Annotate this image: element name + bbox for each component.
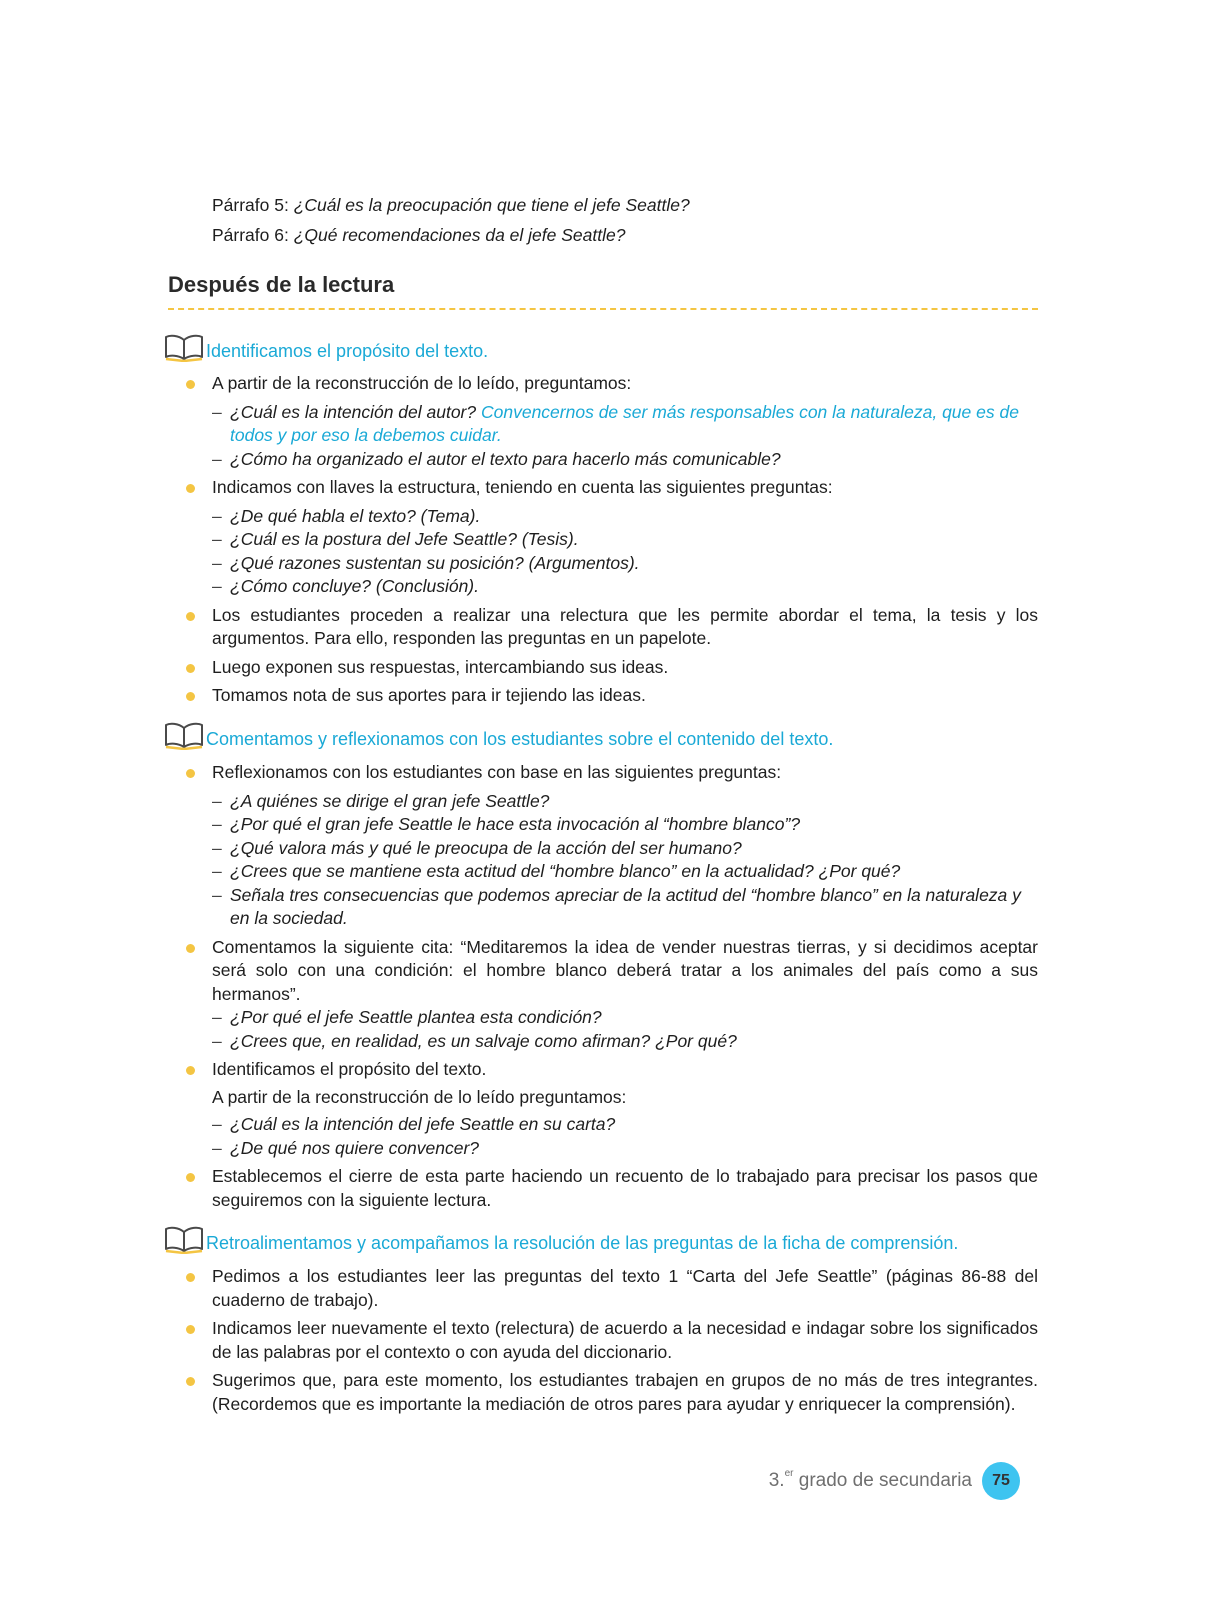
list-item: Sugerimos que, para este momento, los estudiantes trabajen en grupos de no más de tres integrantes. (Recordemos que es importante la mediación de otros pares para ayudar y enriquecer la comprensión). [186,1369,1038,1416]
sub-item: – ¿Qué razones sustentan su posición? (Argumentos). [212,552,640,573]
sub-item: – ¿Cómo concluye? (Conclusión). [212,576,479,596]
bullet-dot [186,1066,195,1075]
book-icon [164,334,204,362]
list-item: Indicamos leer nuevamente el texto (relectura) de acuerdo a la necesidad e indagar sobre los significados de las palabras por el contexto o con ayuda del diccionario. [186,1317,1038,1364]
paragraph-questions [212,190,690,250]
sub-item: – ¿A quiénes se dirige el gran jefe Seattle? [212,790,550,811]
block-feedback [186,1265,1038,1421]
bullet-dot [186,692,195,701]
block-purpose [186,372,1038,713]
bullet-dot [186,1273,195,1282]
sub-item: – ¿De qué nos quiere convencer? [212,1137,480,1158]
dashed-divider [168,308,1038,310]
bullet-dot [186,484,195,493]
sub-item: – ¿Cuál es la intención del autor? Convencernos de ser más responsables con la naturaleza, que es de todos y por eso la debemos cuidar. [212,401,1019,445]
block-reflection [186,761,1038,1217]
book-icon [164,722,204,750]
subhead-reflection: Comentamos y reflexionamos con los estudiantes sobre el contenido del texto. [164,718,833,750]
sub-item: – ¿Por qué el jefe Seattle plantea esta condición? [212,1007,602,1027]
list-item: Indicamos con llaves la estructura, teniendo en cuenta las siguientes preguntas: [186,476,1038,500]
sub-item: – ¿Cuál es la intención del jefe Seattle en su carta? [212,1114,616,1134]
book-icon [164,1226,204,1254]
bullet-dot [186,664,195,673]
list-item: Identificamos el propósito del texto. A partir de la reconstrucción de lo leído preguntamos: [186,1058,1038,1109]
bullet-dot [186,1325,195,1334]
page-footer [769,1462,1020,1500]
list-item: Los estudiantes proceden a realizar una relectura que les permite abordar el tema, la tesis y los argumentos. Para ello, responden las preguntas en un papelote. [186,604,1038,651]
bullet-dot [186,380,195,389]
sub-item: – ¿Cómo ha organizado el autor el texto para hacerlo más comunicable? [212,448,781,469]
sub-item: – ¿Cuál es la postura del Jefe Seattle? (Tesis). [212,529,579,549]
list-item: Comentamos la siguiente cita: “Meditaremos la idea de vender nuestras tierras, y si decidimos aceptar será solo con una condición: el hombre blanco deberá tratar a los animales del país como a sus hermanos”. [186,936,1038,1007]
bullet-dot [186,944,195,953]
sub-item: – ¿Crees que, en realidad, es un salvaje como afirman? ¿Por qué? [212,1030,737,1051]
list-item: Reflexionamos con los estudiantes con base en las siguientes preguntas: [186,761,1038,785]
subhead-feedback: Retroalimentamos y acompañamos la resolución de las preguntas de la ficha de comprensión. [164,1222,958,1254]
answer-text: Convencernos de ser más responsables con la naturaleza, que es de todos y por eso la debemos cuidar. [230,401,1019,445]
bullet-dot [186,612,195,621]
sub-item: – ¿De qué habla el texto? (Tema). [212,505,481,526]
list-item: Pedimos a los estudiantes leer las preguntas del texto 1 “Carta del Jefe Seattle” (páginas 86-88 del cuaderno de trabajo). [186,1265,1038,1312]
list-item: A partir de la reconstrucción de lo leído, preguntamos: [186,372,1038,396]
list-item: Luego exponen sus respuestas, intercambiando sus ideas. [186,656,1038,680]
list-item: Establecemos el cierre de esta parte haciendo un recuento de lo trabajado para precisar los pasos que seguiremos con la siguiente lectura. [186,1165,1038,1212]
bullet-dot [186,1377,195,1386]
grade-label: 3.$^{er}$ grado de secundaria [768,1467,972,1491]
subhead-purpose: Identificamos el propósito del texto. [164,330,488,362]
sub-item: – ¿Crees que se mantiene esta actitud del “hombre blanco” en la actualidad? ¿Por qué? [212,861,901,881]
bullet-dot [186,1173,195,1182]
list-item: Tomamos nota de sus aportes para ir tejiendo las ideas. [186,684,1038,708]
page-number-badge: 75 [982,1462,1020,1500]
sub-item: – ¿Qué valora más y qué le preocupa de la acción del ser humano? [212,837,742,858]
paragraph-line: Párrafo 5: ¿Cuál es la preocupación que tiene el jefe Seattle? [212,195,690,215]
sub-item: – ¿Por qué el gran jefe Seattle le hace esta invocación al “hombre blanco”? [212,814,801,834]
sub-item: – Señala tres consecuencias que podemos apreciar de la actitud del “hombre blanco” en la naturaleza y en la sociedad. [212,884,1021,928]
bullet-dot [186,769,195,778]
paragraph-line: Párrafo 6: ¿Qué recomendaciones da el jefe Seattle? [212,225,626,245]
section-title: Después de la lectura [168,272,395,297]
